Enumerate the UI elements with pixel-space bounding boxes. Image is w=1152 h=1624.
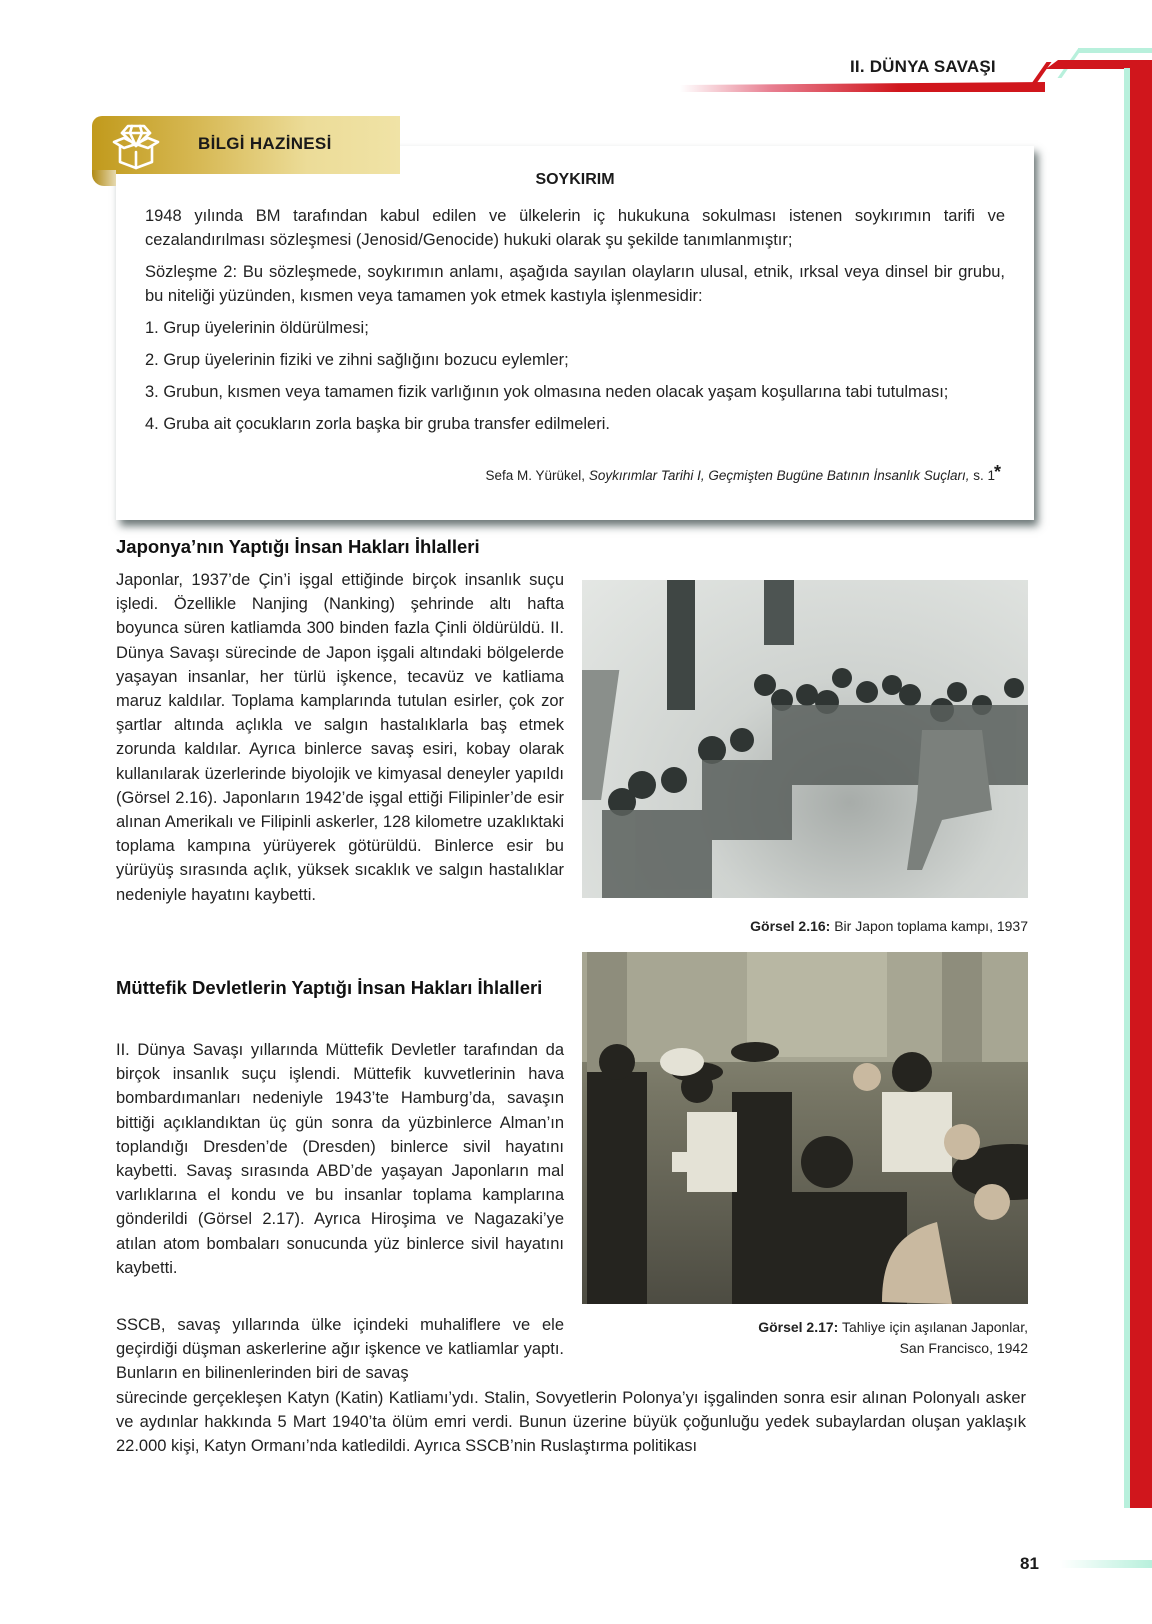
section-body-japan: Japonlar, 1937’de Çin’i işgal ettiğinde birçok insanlık suçu işledi. Özellikle Nanjing (Nanking) şehrinde altı hafta boyunca süren katliamda 300 binden fazla Çinli öldürüldü. II. Dünya Savaşı sürecinde de Japon işgali altındaki bölgelerde yaşayan insanlar, her türlü işkence, tecavüz ve katliama maruz kaldılar. Toplama kamplarında tutulan esirler, çok zor şartlar altında açlıkla ve salgın hastalıklarla baş etmek zorunda kaldılar. Ayrıca binlerce savaş esiri, kobay olarak kullanılarak üzerlerinde biyolojik ve kimyasal deneyler yapıldı (Görsel 2.16). Japonların 1942’de işgal ettiği Filipinler’de esir alınan Amerikalı ve Filipinli askerler, 128 kilometre uzaklıktaki toplama kampına yürüyerek götürüldü. Binlerce esir bu yürüyüş sırasında açlık, yüksek sıcaklık ve salgın hastalıklar nedeniyle hayatını kaybetti. xyxy=(116,571,564,904)
citation xyxy=(145,468,995,483)
info-list-item: 4. Gruba ait çocukların zorla başka bir gruba transfer edilmeleri. xyxy=(145,415,610,433)
vaccination-image xyxy=(582,952,1028,1304)
citation-page: s. 1 xyxy=(969,468,995,483)
figure-2-17-photo xyxy=(582,952,1028,1304)
figure-label: Görsel 2.16: xyxy=(750,918,831,934)
info-list-item: 3. Grubun, kısmen veya tamamen fizik varlığının yok olmasına neden olacak yaşam koşullarına tabi tutulması; xyxy=(145,383,949,401)
figure-caption-text: Bir Japon toplama kampı, 1937 xyxy=(830,918,1028,934)
prisoner-camp-image xyxy=(582,580,1028,898)
info-box-title: SOYKIRIM xyxy=(535,171,615,188)
info-box-body xyxy=(145,204,1005,444)
info-list xyxy=(145,316,1005,436)
info-paragraph: 1948 yılında BM tarafından kabul edilen ve ülkelerin iç hukukuna sokulması istenen soykırımın tarifi ve cezalandırılması sözleşmesi (Jenosid/Genocide) hukuki olarak şu şekilde tanımlanmıştır; xyxy=(145,207,1005,249)
figure-label: Görsel 2.17: xyxy=(758,1319,839,1335)
header-accent-mint xyxy=(1078,48,1152,53)
section-body-allies: II. Dünya Savaşı yıllarında Müttefik Devletler tarafından da birçok insanlık suçu işlendi. Müttefik kuvvetlerinin hava bombardımanları nedeniyle 1943’te Hamburg’da, savaşın bittiği açıklandıktan üç gün sonra da yüzbinlerce Alman’ın toplandığı Dresden’de (Dresden) binlerce sivil hayatını kaybetti. Savaş sırasında ABD’de yaşayan Japonların mal varlıklarına el kondu ve bu insanlar toplama kamplarına gönderildi (Görsel 2.17). Ayrıca Hiroşima ve Nagazaki’ye atılan atom bombaları sonucunda yüz binlerce sivil hayatını kaybetti. xyxy=(116,1041,564,1277)
figure-2-16-caption xyxy=(582,918,1028,934)
info-box-tab-label: BİLGİ HAZİNESİ xyxy=(198,134,332,153)
figure-2-17-caption xyxy=(582,1317,1028,1359)
figure-caption-text-line2: San Francisco, 1942 xyxy=(899,1340,1028,1356)
info-list-item: 1. Grup üyelerinin öldürülmesi; xyxy=(145,319,369,337)
page-edge-stripe-red xyxy=(1130,60,1152,1508)
citation-author: Sefa M. Yürükel, xyxy=(485,468,589,483)
header-rule xyxy=(680,82,1045,92)
info-box-tab-fold xyxy=(92,170,116,186)
page-number: 81 xyxy=(1020,1554,1039,1573)
chapter-title: II. DÜNYA SAVAŞI xyxy=(850,57,996,76)
info-paragraph: Sözleşme 2: Bu sözleşmede, soykırımın anlamı, aşağıda sayılan olayların ulusal, etnik, ırksal veya dinsel bir grubu, bu niteliği yüzünden, kısmen veya tamamen yok etmek kastıyla işlenmesidir: xyxy=(145,263,1005,305)
treasure-box-icon xyxy=(110,122,162,170)
section-heading-japan: Japonya’nın Yaptığı İnsan Hakları İhlalleri xyxy=(116,536,480,557)
page-number-accent xyxy=(1060,1560,1152,1568)
section-body-katyn: sürecinde gerçekleşen Katyn (Katin) Katliamı’ydı. Stalin, Sovyetlerin Polonya’yı işgalinden sonra esir alınan Polonyalı asker ve aydınlar hakkında 5 Mart 1940’ta ölüm emri verdi. Bunun üzerine büyük çoğunluğu yedek subaylardan oluşan yaklaşık 22.000 kişi, Katyn Ormanı’nda katledildi. Ayrıca SSCB’nin Ruslaştırma politikası xyxy=(116,1389,1026,1456)
figure-2-16-photo xyxy=(582,580,1028,898)
figure-caption-text: Tahliye için aşılanan Japonlar, xyxy=(838,1319,1028,1335)
section-body-ussr: SSCB, savaş yıllarında ülke içindeki muhaliflere ve ele geçirdiği düşman askerlerine ağır işkence ve katliamlar yaptı. Bunların en bilinenlerinden biri de savaş xyxy=(116,1316,564,1383)
citation-work: Soykırımlar Tarihi I, Geçmişten Bugüne Batının İnsanlık Suçları, xyxy=(588,468,970,483)
section-heading-allies: Müttefik Devletlerin Yaptığı İnsan Hakları İhlalleri xyxy=(116,977,543,998)
info-list-item: 2. Grup üyelerinin fiziki ve zihni sağlığını bozucu eylemler; xyxy=(145,351,569,369)
footnote-marker: * xyxy=(994,462,1002,482)
